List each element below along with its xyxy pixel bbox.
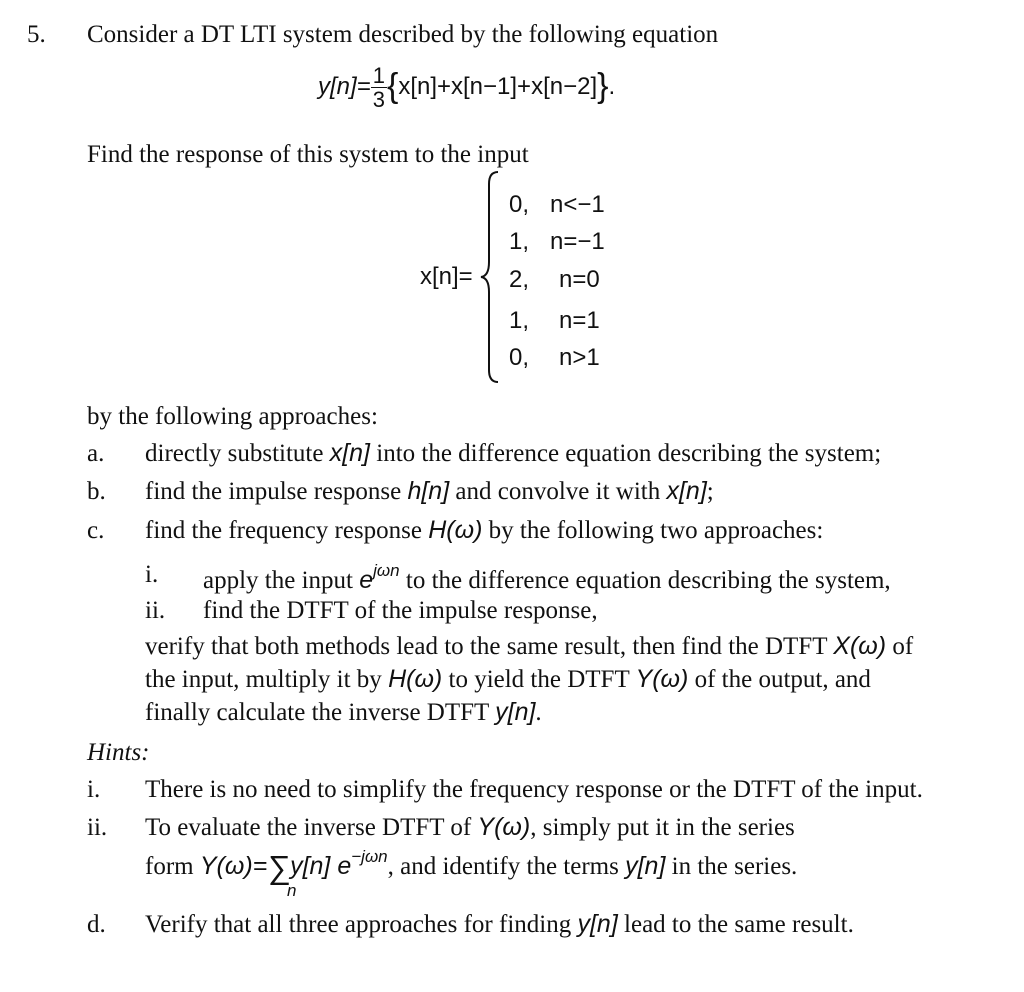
part-b-label: b. — [87, 478, 106, 505]
part-c-ii-text: find the DTFT of the impulse response, — [203, 597, 598, 624]
x-n-symbol: x[n] — [666, 477, 707, 505]
case-value-3: 2, — [509, 266, 530, 293]
one-third-fraction: $\frac{1}{3}$ — [372, 63, 385, 113]
x-omega-symbol: X(ω) — [833, 632, 887, 660]
case-value-4: 1, — [509, 307, 530, 334]
summation-symbol: ∑ — [267, 849, 291, 885]
open-brace: { — [386, 66, 399, 105]
y-omega-symbol: Y(ω) — [635, 665, 689, 693]
hints-title: Hints: — [87, 739, 150, 766]
case-condition-3: n=0 — [559, 266, 600, 293]
part-a-text: directly substitute x[n] into the difference equation describing the system; — [145, 439, 882, 467]
hint-ii-label: ii. — [87, 814, 108, 841]
close-brace: } — [597, 66, 609, 105]
case-value-1: 0, — [509, 191, 530, 218]
case-value-5: 0, — [509, 344, 530, 371]
equation-lhs: y[n]= — [318, 72, 371, 100]
part-c-verify-line-2: the input, multiply it by H(ω) to yield the DTFT Y(ω) of the output, and — [145, 665, 871, 693]
y-n-symbol: y[n] — [625, 852, 666, 880]
complex-exponential: $e^{j\omega n}$ — [359, 561, 400, 594]
part-c-verify-line-1: verify that both methods lead to the same result, then find the DTFT X(ω) of — [145, 632, 914, 660]
y-n-symbol: y[n] — [577, 910, 618, 938]
series-form: Y(ω)=∑y[n] $e^{-j\omega n}$ — [199, 847, 388, 885]
part-c-i-text: apply the input $e^{j\omega n}$ to the difference equation describing the system, — [203, 561, 891, 594]
part-a-label: a. — [87, 440, 105, 467]
x-n-symbol: x[n] — [329, 439, 370, 467]
equation-terms: x[n]+x[n−1]+x[n−2] — [398, 72, 598, 100]
summation-index: n — [287, 881, 297, 900]
part-c-i-label: i. — [145, 561, 159, 588]
case-condition-4: n=1 — [559, 307, 600, 334]
h-n-symbol: h[n] — [407, 477, 450, 505]
part-c-label: c. — [87, 517, 105, 544]
part-d-text: Verify that all three approaches for finding y[n] lead to the same result. — [145, 910, 854, 938]
y-omega-symbol: Y(ω) — [477, 813, 531, 841]
find-response-text: Find the response of this system to the input — [87, 141, 529, 168]
hint-ii-line-1: To evaluate the inverse DTFT of Y(ω), simply put it in the series — [145, 813, 795, 841]
case-condition-5: n>1 — [559, 344, 600, 371]
h-omega-symbol: H(ω) — [388, 665, 443, 693]
equation-end: . — [608, 72, 616, 100]
hint-i-text: There is no need to simplify the frequency response or the DTFT of the input. — [145, 776, 923, 803]
hint-i-label: i. — [87, 776, 101, 803]
y-n-symbol: y[n] — [495, 698, 536, 726]
hint-ii-line-2: form Y(ω)=∑y[n] $e^{-j\omega n}$, and identify the terms y[n] in the series. — [145, 847, 798, 885]
part-c-ii-label: ii. — [145, 597, 166, 624]
part-c-text: find the frequency response H(ω) by the following two approaches: — [145, 516, 824, 544]
approaches-intro: by the following approaches: — [87, 403, 378, 430]
piecewise-brace — [478, 170, 500, 384]
problem-intro: Consider a DT LTI system described by the following equation — [87, 21, 719, 48]
system-equation — [318, 64, 615, 111]
case-value-2: 1, — [509, 228, 530, 255]
part-b-text: find the impulse response h[n] and convolve it with x[n]; — [145, 477, 714, 505]
h-omega-symbol: H(ω) — [428, 516, 483, 544]
case-condition-1: n<−1 — [550, 191, 605, 218]
input-lhs: x[n]= — [420, 263, 473, 290]
part-c-verify-line-3: finally calculate the inverse DTFT y[n]. — [145, 698, 542, 726]
part-d-label: d. — [87, 911, 106, 938]
problem-number: 5. — [27, 21, 46, 48]
case-condition-2: n=−1 — [550, 228, 605, 255]
